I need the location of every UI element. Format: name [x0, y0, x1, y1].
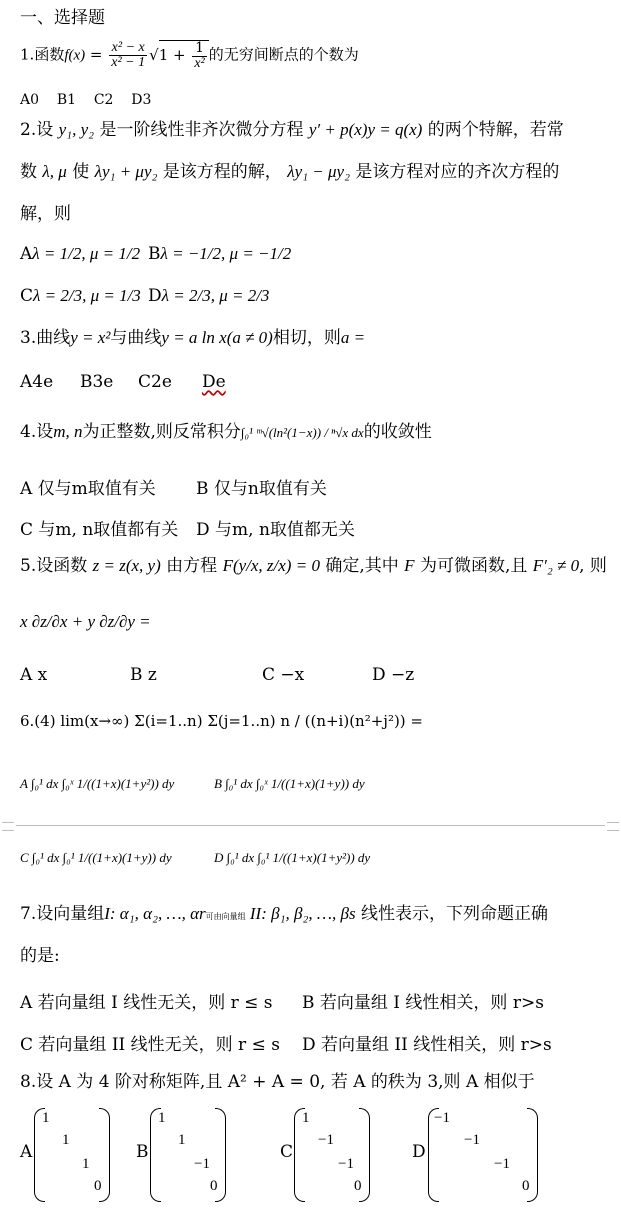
separator-left-mark	[2, 822, 14, 831]
q8-option-c-label[interactable]: C	[280, 1142, 294, 1162]
q4-vars: m, n	[53, 422, 83, 441]
question-3	[20, 328, 365, 348]
q7-option-c[interactable]: C 若向量组 II 线性无关，则 r ≤ s	[20, 1035, 280, 1055]
q2-option-d[interactable]	[148, 286, 269, 306]
q2-l1-vars: y₁, y₂	[58, 120, 95, 139]
q5-text-d: 为可微函数,且	[414, 556, 533, 576]
q7-text-c: 线性表示，下列命题正确	[355, 904, 548, 924]
q4-text-b: 为正整数,则反常积分	[82, 422, 241, 442]
question-7-line-2: 的是:	[20, 946, 60, 966]
q2-option-d-text: λ = 2/3, μ = 2/3	[161, 286, 270, 305]
q2-l1-b: 是一阶线性非齐次微分方程	[94, 120, 309, 140]
q7-option-d[interactable]: D 若向量组 II 线性相关，则 r>s	[302, 1035, 552, 1055]
q7-group1: I: α₁, α₂, …, αr	[104, 904, 206, 923]
q1-prefix: 函数	[34, 45, 65, 64]
question-4	[20, 422, 432, 442]
q4-option-d[interactable]: D 与m, n取值都无关	[196, 520, 355, 540]
q2-l1-c: 的两个特解，若常	[422, 120, 564, 140]
matrix-a22: 1	[62, 1132, 70, 1148]
q1-sqrt-frac-num: 1	[192, 41, 206, 57]
q6-option-d[interactable]: D ∫₀¹ dx ∫₀¹ 1/((1+x)(1+y²)) dy	[214, 850, 371, 865]
q1-frac-den: x² − 1	[111, 55, 146, 71]
matrix-d33: −1	[494, 1156, 510, 1172]
q2-l2-eq2: λy₁ − μy₂	[287, 162, 350, 181]
q2-l2-vars: λ, μ	[42, 162, 67, 181]
question-6: 6.(4) lim(x→∞) Σ(i=1..n) Σ(j=1..n) n / ((n+i)(n²+j²)) =	[20, 712, 423, 730]
q4-option-b[interactable]: B 仅与n取值有关	[196, 479, 327, 499]
matrix-a44: 0	[94, 1178, 102, 1194]
matrix-b33: −1	[194, 1156, 210, 1172]
q3-text-a: 3.曲线	[20, 328, 71, 348]
matrix-b44: 0	[210, 1178, 218, 1194]
q4-text-c: 的收敛性	[363, 422, 432, 442]
matrix-c33: −1	[338, 1156, 354, 1172]
question-8: 8.设 A 为 4 阶对称矩阵,且 A² + A = 0, 若 A 的秩为 3,则 A 相似于	[20, 1072, 535, 1092]
q5-option-a[interactable]: A x	[20, 665, 48, 685]
q4-text-a: 4.设	[20, 422, 54, 442]
separator-line	[16, 825, 605, 826]
question-1	[20, 40, 359, 71]
q5-option-b[interactable]: B z	[130, 665, 157, 685]
q3-text-c: 相切，则	[272, 328, 341, 348]
q1-frac-num: x² − x	[109, 41, 147, 57]
q3-eq3: a =	[340, 328, 366, 347]
matrix-c44: 0	[354, 1178, 362, 1194]
q8-option-d-label[interactable]: D	[412, 1142, 426, 1162]
q8-matrix-d	[428, 1108, 538, 1200]
q2-l1-a: 2.设	[20, 120, 59, 140]
matrix-a11: 1	[42, 1110, 50, 1126]
q2-option-c[interactable]	[20, 286, 141, 306]
q2-option-d-label: D	[148, 286, 162, 306]
q3-option-b[interactable]: B3e	[80, 372, 114, 392]
q7-text-a: 7.设向量组	[20, 904, 105, 924]
q5-eq1: z = z(x, y)	[92, 556, 161, 575]
q2-l2-c: 是该方程的解，	[157, 162, 288, 182]
q4-integral: ∫₀¹ ᵐ√(ln²(1−x)) / ⁿ√x dx	[240, 425, 364, 440]
q1-eq: =	[85, 45, 108, 64]
q7-group2: II: β₁, β₂, …, βs	[245, 904, 356, 923]
q1-number: 1.	[20, 45, 35, 64]
q2-option-c-label: C	[20, 286, 34, 306]
page-separator	[0, 822, 621, 830]
question-5	[20, 556, 607, 576]
q2-l2-eq1: λy₁ + μy₂	[94, 162, 158, 181]
q1-sqrt-frac-den: x²	[194, 55, 205, 71]
q1-sqrt-frac	[192, 41, 206, 71]
q2-option-b[interactable]	[148, 244, 291, 264]
q5-eq3: F′₂ ≠ 0	[532, 556, 580, 575]
matrix-a33: 1	[82, 1156, 90, 1172]
q8-option-a-label[interactable]: A	[20, 1142, 33, 1162]
q2-option-b-label: B	[148, 244, 161, 264]
q2-l2-d: 是该方程对应的齐次方程的	[350, 162, 560, 182]
question-2-line-2	[20, 162, 559, 182]
q5-option-d[interactable]: D −z	[372, 665, 415, 685]
q2-l2-a: 数	[20, 162, 43, 182]
q5-eq2: F(y/x, z/x) = 0	[222, 556, 320, 575]
q2-option-a-label: A	[20, 244, 33, 264]
q5-text-e: , 则	[579, 556, 607, 576]
q2-option-c-text: λ = 2/3, μ = 1/3	[33, 286, 141, 305]
q5-text-b: 由方程	[160, 556, 223, 576]
matrix-b11: 1	[158, 1110, 166, 1126]
q2-option-b-text: λ = −1/2, μ = −1/2	[160, 244, 292, 263]
q4-option-c[interactable]: C 与m, n取值都有关	[20, 520, 179, 540]
q6-option-b[interactable]: B ∫₀¹ dx ∫₀ˣ 1/((1+x)(1+y)) dy	[214, 776, 365, 791]
separator-right-mark	[607, 822, 619, 831]
question-2-line-3: 解，则	[20, 204, 71, 224]
matrix-d44: 0	[522, 1178, 530, 1194]
q3-option-d[interactable]: De	[202, 372, 226, 392]
q7-option-a[interactable]: A 若向量组 I 线性无关，则 r ≤ s	[20, 993, 273, 1013]
q3-eq2: y = a ln x(a ≠ 0)	[161, 328, 273, 347]
q8-option-b-label[interactable]: B	[136, 1142, 149, 1162]
question-2-line-1	[20, 120, 564, 140]
q5-text-c: 确定,其中	[319, 556, 405, 576]
q4-option-a[interactable]: A 仅与m取值有关	[20, 479, 156, 499]
q2-option-a[interactable]	[20, 244, 140, 264]
matrix-c22: −1	[318, 1132, 334, 1148]
q1-sqrt: √1 + $\frac{1}{\text{x²}}$	[149, 40, 209, 71]
q3-eq1: y = x²	[70, 328, 111, 347]
q1-sqrt-text: 1 +	[158, 46, 191, 65]
q1-func: f(x)	[64, 47, 86, 64]
q3-option-c[interactable]: C2e	[138, 372, 172, 392]
q2-l2-b: 使	[66, 162, 95, 182]
matrix-d11: −1	[434, 1110, 450, 1126]
q1-suffix: 的无穷间断点的个数为	[208, 45, 359, 64]
q8-matrix-b	[150, 1108, 226, 1200]
q7-option-b[interactable]: B 若向量组 I 线性相关，则 r>s	[302, 993, 544, 1013]
q5-text-a: 5.设函数	[20, 556, 93, 576]
q8-matrix-c	[294, 1108, 370, 1200]
question-7	[20, 904, 548, 924]
q1-options: A0 B1 C2 D3	[20, 92, 152, 108]
question-5-line-2: x ∂z/∂x + y ∂z/∂y =	[20, 612, 151, 631]
q8-matrix-a	[34, 1108, 110, 1200]
q5-option-c[interactable]: C −x	[262, 665, 305, 685]
matrix-d22: −1	[464, 1132, 480, 1148]
matrix-b22: 1	[178, 1132, 186, 1148]
q6-option-a[interactable]: A ∫₀¹ dx ∫₀ˣ 1/((1+x)(1+y²)) dy	[20, 776, 175, 791]
q2-l1-eq: y′ + p(x)y = q(x)	[308, 120, 423, 139]
q3-option-a[interactable]: A4e	[20, 372, 54, 392]
q2-option-a-text: λ = 1/2, μ = 1/2	[32, 244, 141, 263]
q7-small-text: 可由向量组	[205, 912, 246, 921]
q6-option-c[interactable]: C ∫₀¹ dx ∫₀¹ 1/((1+x)(1+y)) dy	[20, 850, 172, 865]
matrix-c11: 1	[302, 1110, 310, 1126]
q1-fraction	[109, 41, 147, 71]
q3-text-b: 与曲线	[110, 328, 162, 348]
q5-F: F	[404, 556, 415, 575]
section-title: 一、选择题	[20, 8, 105, 28]
